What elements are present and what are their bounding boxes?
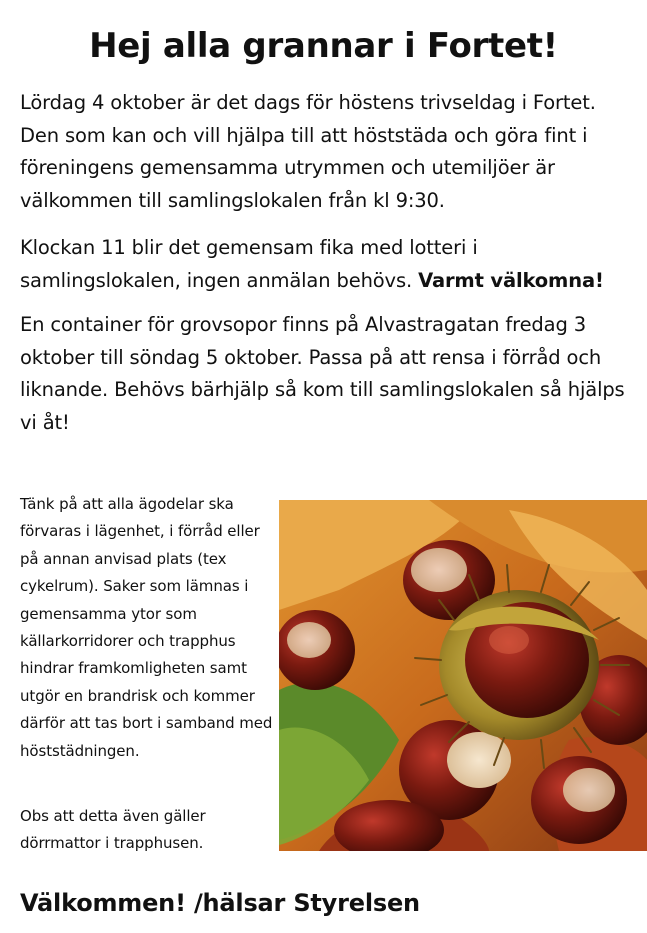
belongings-notice: Tänk på att alla ägodelar ska förvaras i lägenhet, i förråd eller på annan anvisad plats (tex cykelrum). Saker som lämnas i gemensamma ytor som källarkorridorer och trapphus hindrar framkomligheten samt utgör en brandrisk och kommer därför att tas bort i samband med höststädningen. xyxy=(20,495,273,760)
closing-signature: Välkommen! /hälsar Styrelsen xyxy=(20,889,420,917)
chestnut-illustration xyxy=(279,500,647,851)
doormats-notice: Obs att detta även gäller dörrmattor i trapphusen. xyxy=(20,807,206,853)
fika-paragraph xyxy=(20,232,640,297)
welcome-bold: Varmt välkomna! xyxy=(418,268,604,292)
fika-text: Klockan 11 blir det gemensam fika med lotteri i samlingslokalen, ingen anmälan behövs. xyxy=(20,236,478,292)
container-paragraph: En container för grovsopor finns på Alvastragatan fredag 3 oktober till söndag 5 oktober. Passa på att rensa i förråd och liknande. Behövs bärhjälp så kom till samlingslokalen så hjälps vi åt! xyxy=(20,313,625,434)
intro-paragraph: Lördag 4 oktober är det dags för höstens trivseldag i Fortet. Den som kan och vill hjälpa till att höststäda och göra fint i föreningens gemensamma utrymmen och utemiljöer är välkommen till samlingslokalen från kl 9:30. xyxy=(20,91,596,212)
page-title: Hej alla grannar i Fortet! xyxy=(89,26,558,66)
chestnut-photo xyxy=(279,500,647,851)
